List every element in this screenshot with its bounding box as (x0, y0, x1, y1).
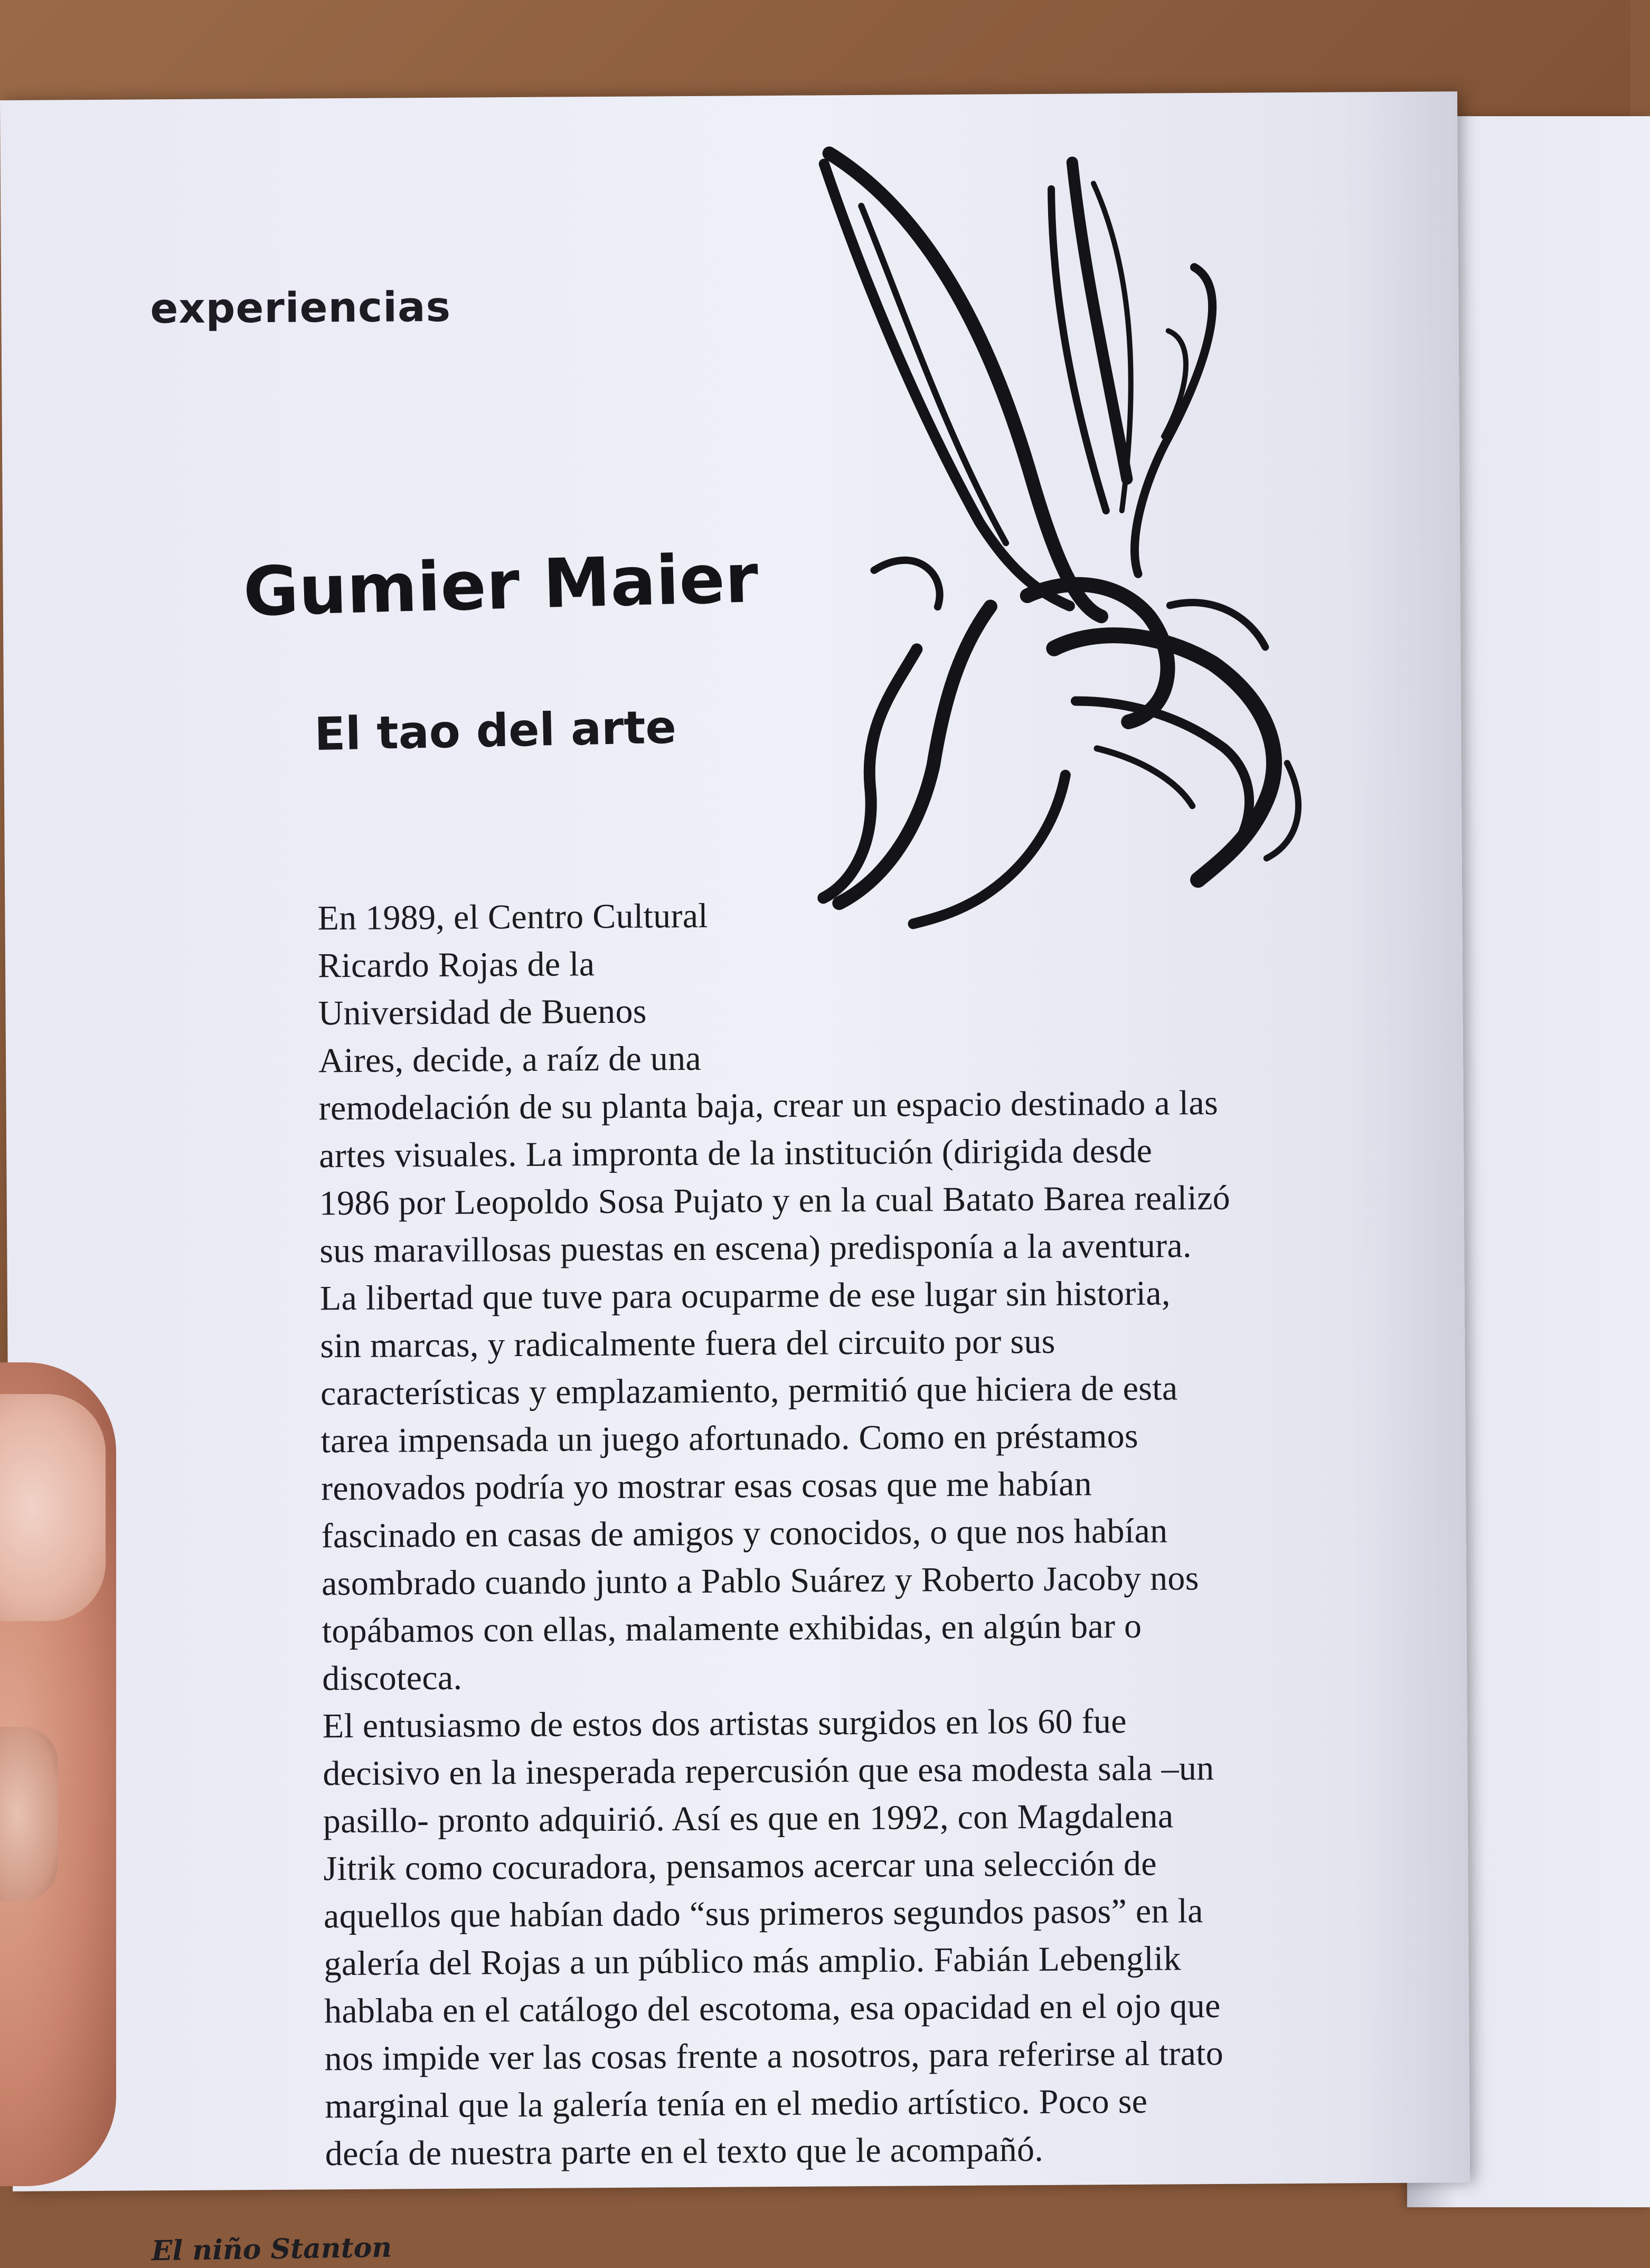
body-line: aquellos que habían dado “sus primeros segundos pasos” en la (323, 1891, 1203, 1936)
body-line: Jitrik como cocuradora, pensamos acercar una selección de (323, 1844, 1157, 1888)
body-line: topábamos con ellas, malamente exhibidas, en algún bar o (322, 1606, 1142, 1651)
footer-signature: El niño Stanton (151, 2231, 392, 2267)
body-line: Ricardo Rojas de la (317, 945, 595, 985)
body-line: fascinado en casas de amigos y conocidos, o que nos habían (321, 1511, 1168, 1556)
body-line: renovados podría yo mostrar esas cosas que me habían (320, 1464, 1092, 1508)
thumb-knuckle (0, 1727, 58, 1901)
body-line: nos impide ver las cosas frente a nosotros, para referirse al trato (324, 2034, 1224, 2078)
body-line: pasillo- pronto adquirió. Así es que en 1992, con Magdalena (323, 1796, 1174, 1841)
body-line: discoteca. (322, 1658, 463, 1698)
body-line: Aires, decide, a raíz de una (318, 1039, 702, 1080)
body-line: decía de nuestra parte en el texto que le acompañó. (325, 2130, 1044, 2173)
body-line: sus maravillosas puestas en escena) predisponía a la aventura. (319, 1226, 1192, 1271)
body-line: sin marcas, y radicalmente fuera del circuito por sus (320, 1322, 1055, 1366)
body-line: marginal que la galería tenía en el medio artístico. Poco se (324, 2082, 1148, 2126)
body-line: 1986 por Leopoldo Sosa Pujato y en la cual Batato Barea realizó (319, 1178, 1231, 1223)
body-line: tarea impensada un juego afortunado. Como en préstamos (320, 1416, 1139, 1461)
body-line: El entusiasmo de estos dos artistas surgidos en los 60 fue (322, 1702, 1127, 1746)
body-line: remodelación de su planta baja, crear un espacio destinado a las (318, 1083, 1219, 1128)
thumbnail-highlight (0, 1394, 106, 1621)
body-line: características y emplazamiento, permitió que hiciera de esta (320, 1369, 1178, 1413)
body-line: artes visuales. La impronta de la institución (dirigida desde (318, 1131, 1153, 1175)
body-line: hablaba en el catálogo del escotoma, esa opacidad en el ojo que (324, 1986, 1221, 2031)
body-line: galería del Rojas a un público más amplio. Fabián Lebenglik (324, 1939, 1182, 1983)
body-line: decisivo en la inesperada repercusión que esa modesta sala –un (323, 1749, 1214, 1793)
article-subtitle: El tao del arte (314, 701, 677, 761)
body-line: asombrado cuando junto a Pablo Suárez y Roberto Jacoby nos (321, 1559, 1199, 1603)
book-page (0, 91, 1470, 2267)
body-line: La libertad que tuve para ocuparme de ese lugar sin historia, (319, 1274, 1171, 1318)
body-line: En 1989, el Centro Cultural (317, 896, 709, 938)
section-label: experiencias (150, 283, 451, 333)
article-title: Gumier Maier (242, 539, 759, 632)
body-line: Universidad de Buenos (318, 992, 647, 1033)
brush-drawing-figure-icon (756, 139, 1347, 1041)
